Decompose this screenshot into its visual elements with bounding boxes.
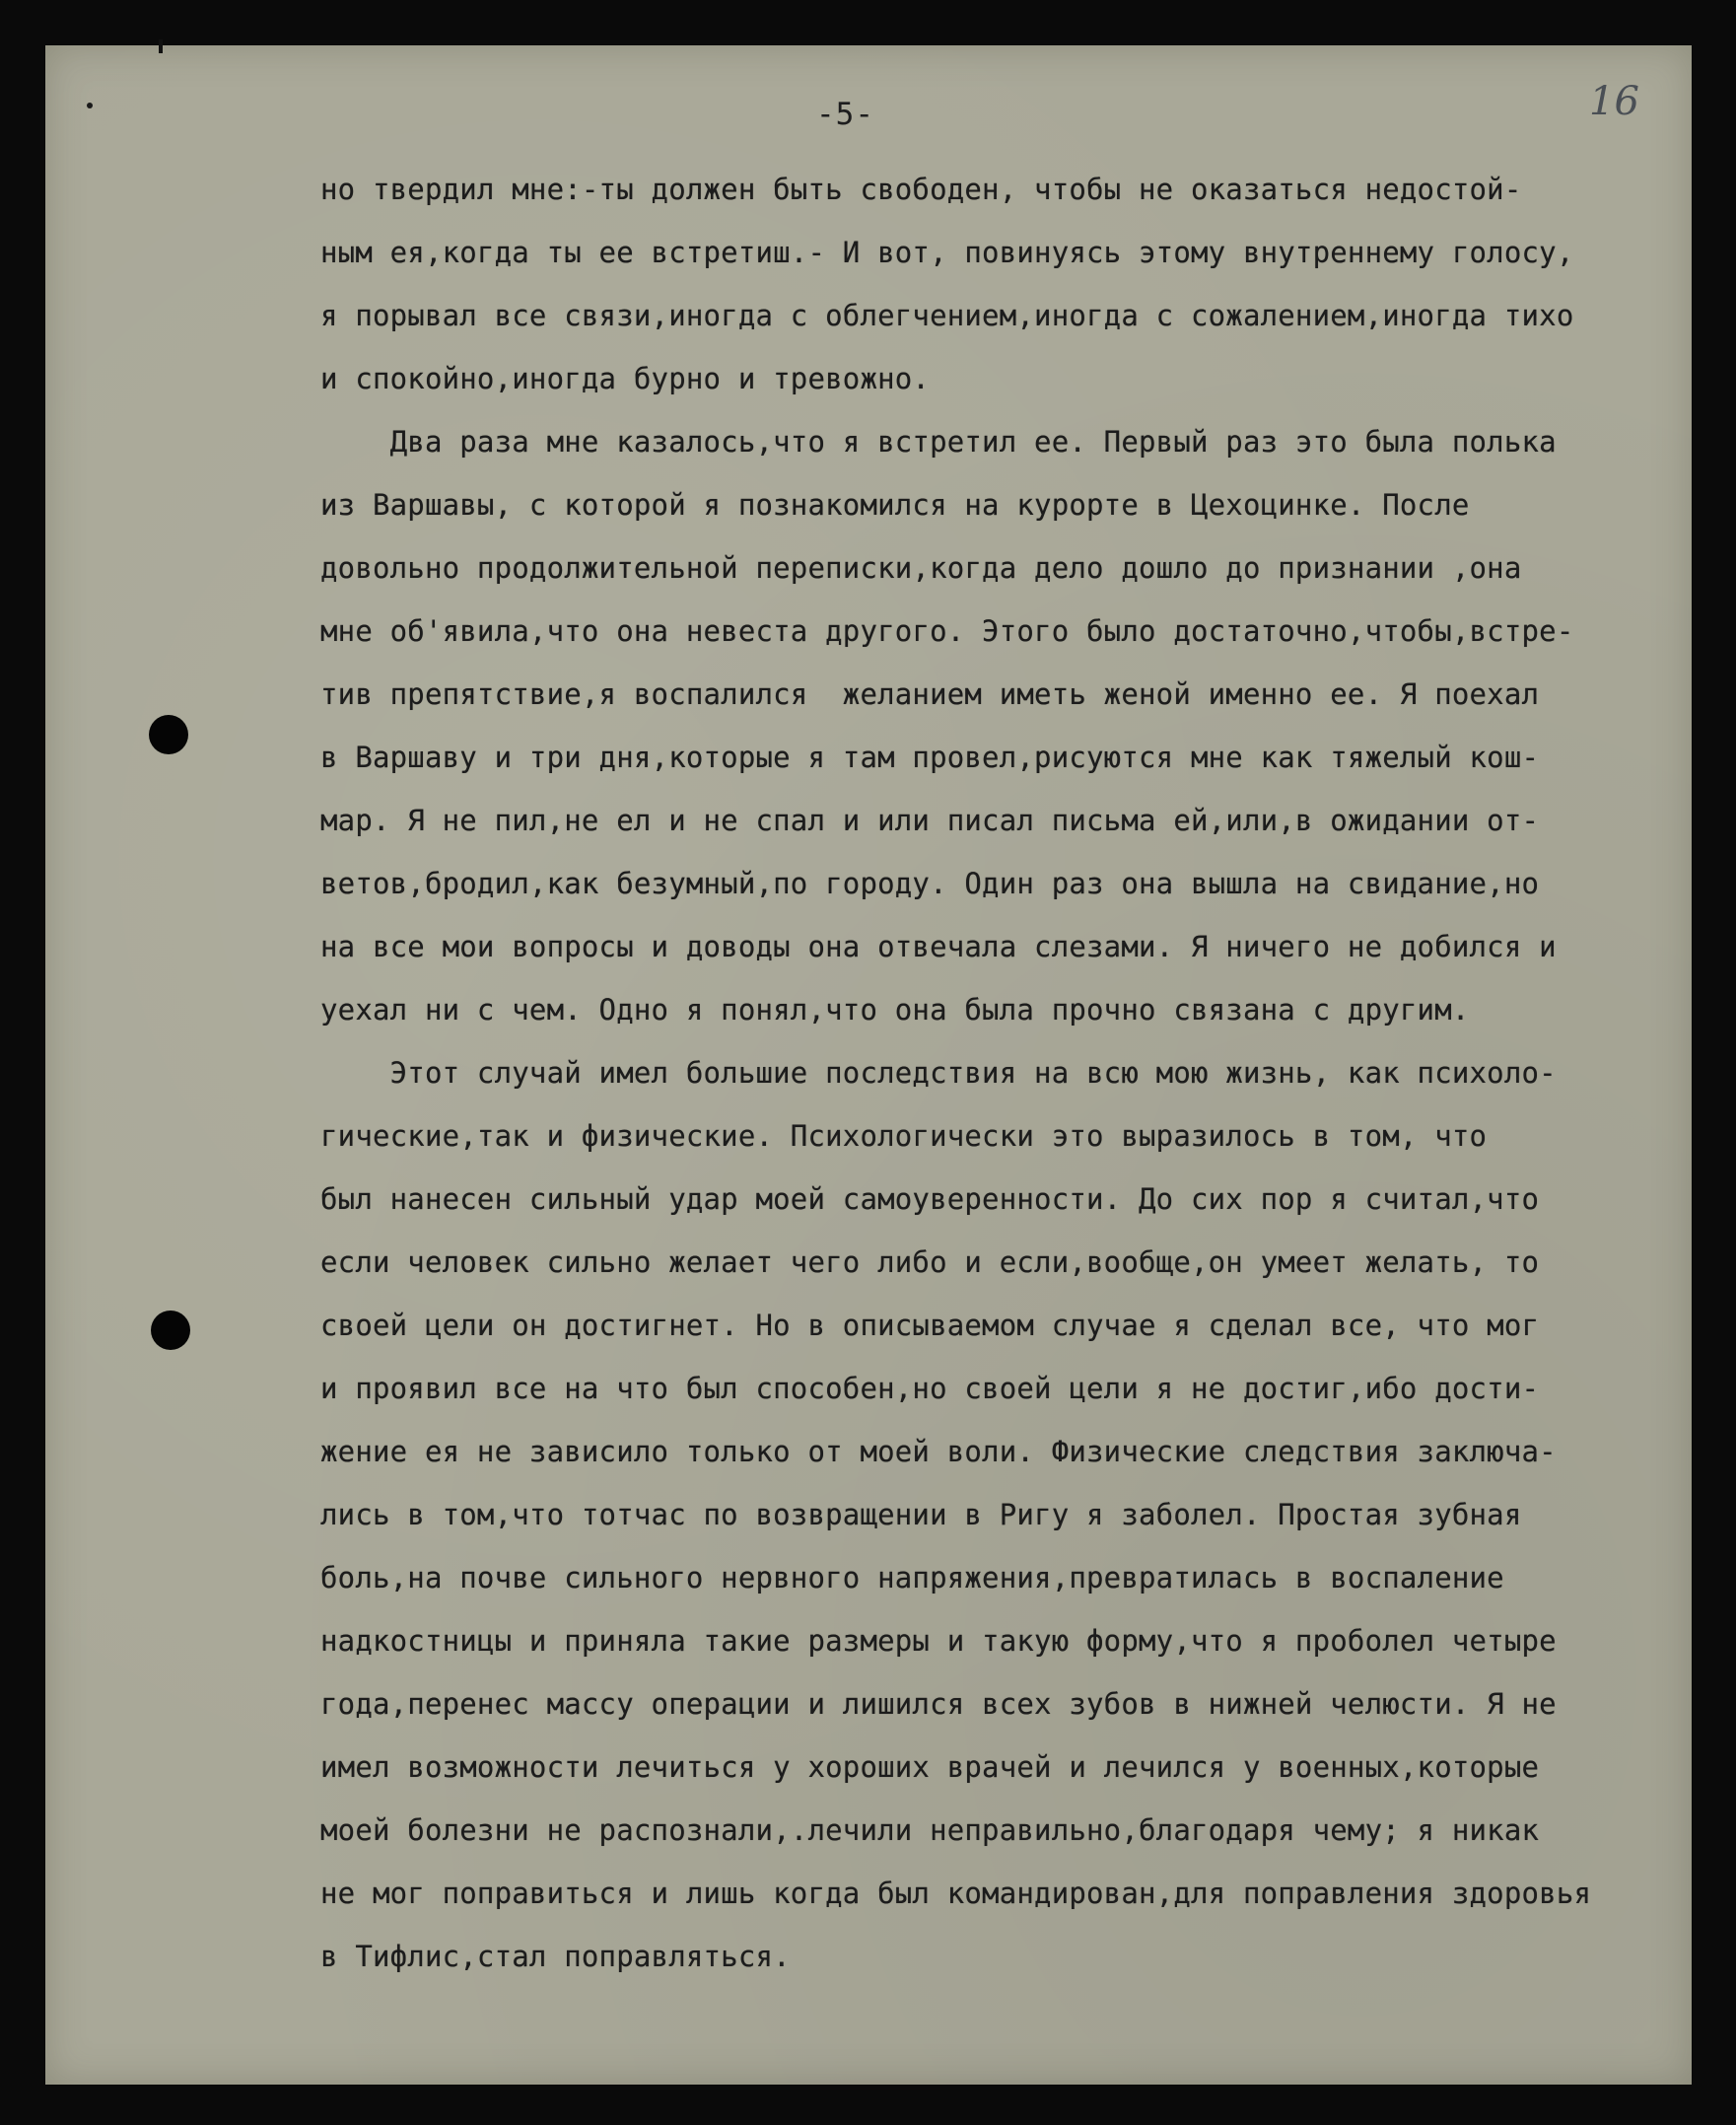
text-line: на все мои вопросы и доводы она отвечала слезами. Я ничего не добился и [320,930,1557,963]
punch-hole [151,1310,190,1350]
text-line: в Тифлис,стал поправляться. [320,1940,791,1973]
text-line: довольно продолжительной переписки,когда дело дошло до признании ,она [320,551,1522,585]
text-line: был нанесен сильный удар моей самоуверенности. До сих пор я считал,что [320,1182,1540,1216]
text-line: года,перенес массу операции и лишился всех зубов в нижней челюсти. Я не [320,1687,1557,1721]
folio-number: 16 [1589,79,1639,124]
text-line: мар. Я не пил,не ел и не спал и или писал письма ей,или,в ожидании от- [320,804,1540,837]
ink-speck [87,103,93,108]
text-line: ветов,бродил,как безумный,по городу. Один раз она вышла на свидание,но [320,867,1540,900]
text-line: мне об'явила,что она невеста другого. Этого было достаточно,чтобы,встре- [320,614,1574,648]
text-line: надкостницы и приняла такие размеры и такую форму,что я проболел четыре [320,1624,1557,1658]
text-line: уехал ни с чем. Одно я понял,что она была прочно связана с другим. [320,993,1470,1027]
text-line: ным ея,когда ты ее встретиш.- И вот, повинуясь этому внутреннему голосу, [320,236,1574,269]
text-line: из Варшавы, с которой я познакомился на курорте в Цехоцинке. После [320,488,1470,522]
edge-mark [159,39,163,53]
text-line: Два раза мне казалось,что я встретил ее. Первый раз это была полька [320,425,1557,459]
text-line: и проявил все на что был способен,но своей цели я не достиг,ибо дости- [320,1372,1540,1405]
text-line: в Варшаву и три дня,которые я там провел,рисуются мне как тяжелый кош- [320,741,1540,774]
text-line: я порывал все связи,иногда с облегчением,иногда с сожалением,иногда тихо [320,299,1574,332]
text-line: жение ея не зависило только от моей воли. Физические следствия заключа- [320,1435,1557,1468]
text-line: но твердил мне:-ты должен быть свободен, чтобы не оказаться недостой- [320,173,1522,206]
text-line: если человек сильно желает чего либо и если,вообще,он умеет желать, то [320,1245,1540,1279]
text-line: не мог поправиться и лишь когда был командирован,для поправления здоровья [320,1877,1592,1910]
text-line: Этот случай имел большие последствия на всю мою жизнь, как психоло- [320,1056,1557,1090]
text-line: имел возможности лечиться у хороших врачей и лечился у военных,которые [320,1750,1540,1784]
punch-hole [149,715,188,754]
text-line: своей цели он достигнет. Но в описываемом случае я сделал все, что мог [320,1309,1540,1342]
page-number: -5- [816,97,874,132]
text-line: лись в том,что тотчас по возвращении в Ригу я заболел. Простая зубная [320,1498,1522,1531]
text-line: боль,на почве сильного нервного напряжения,превратилась в воспаление [320,1561,1504,1594]
text-line: и спокойно,иногда бурно и тревожно. [320,362,931,395]
typed-text-body [320,158,1696,1988]
text-line: моей болезни не распознали,.лечили неправильно,благодаря чему; я никак [320,1813,1540,1847]
text-line: тив препятствие,я воспалился желанием иметь женой именно ее. Я поехал [320,677,1540,711]
text-line: гические,так и физические. Психологически это выразилось в том, что [320,1119,1488,1153]
